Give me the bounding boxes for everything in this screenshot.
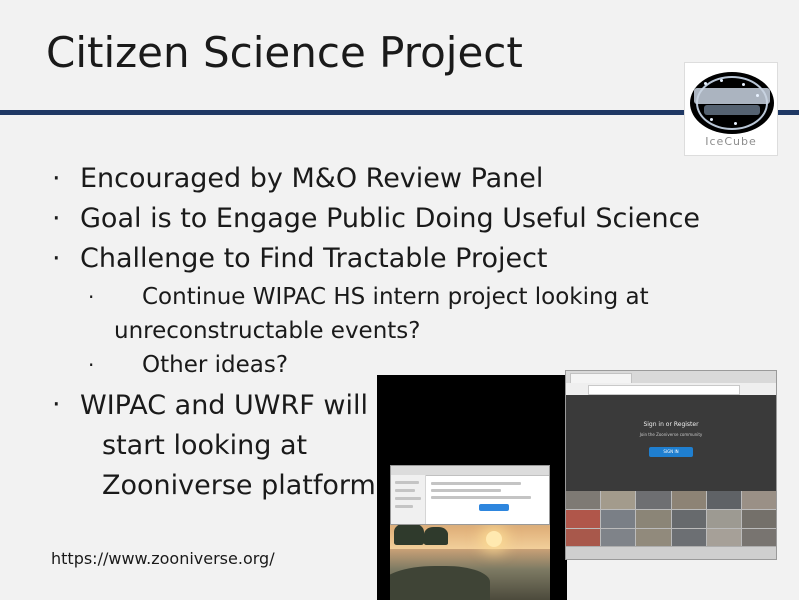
grid-cell — [636, 529, 670, 547]
sunset-sun-icon — [486, 531, 502, 547]
sub-list-item-label: Continue WIPAC HS intern project looking at unreconstructable events? — [114, 284, 649, 344]
zooniverse-url[interactable]: https://www.zooniverse.org/ — [51, 549, 275, 568]
list-item — [46, 200, 746, 238]
bullet-dot-icon: · — [52, 203, 61, 234]
bullet-dot-icon: · — [88, 353, 95, 377]
logo-dot-icon — [720, 79, 723, 82]
chat-action-button — [479, 504, 509, 511]
list-item-label-cont2: Zooniverse platform — [102, 470, 376, 501]
logo-band-secondary-icon — [704, 105, 760, 115]
sunset-bank — [390, 566, 490, 600]
grid-cell — [601, 510, 635, 528]
chat-sidebar-line — [395, 497, 421, 500]
chat-content-line — [431, 496, 531, 499]
logo-graphic — [690, 72, 774, 134]
bullet-dot-icon: · — [52, 243, 61, 274]
browser-thumbnail-grid — [566, 491, 776, 547]
hero-heading: Sign in or Register — [643, 421, 699, 428]
chat-sidebar-line — [395, 489, 415, 492]
list-item-label: Encouraged by M&O Review Panel — [80, 163, 544, 194]
logo-dot-icon — [742, 83, 745, 86]
page-title: Citizen Science Project — [46, 28, 523, 77]
chat-content-line — [431, 489, 501, 492]
grid-cell — [636, 491, 670, 509]
hero-subheading: Join the Zooniverse community — [639, 432, 703, 437]
browser-url-field — [588, 385, 740, 395]
list-item-label: Goal is to Engage Public Doing Useful Science — [80, 203, 701, 234]
chat-sidebar-line — [395, 505, 413, 508]
chat-content-line — [431, 482, 521, 485]
logo-dot-icon — [756, 94, 759, 97]
grid-cell — [566, 510, 600, 528]
hero-signin-button: SIGN IN — [649, 447, 693, 457]
browser-taskbar — [566, 546, 776, 559]
grid-cell — [742, 491, 776, 509]
grid-cell — [707, 529, 741, 547]
bullet-dot-icon: · — [52, 163, 61, 194]
screenshot-chat-window — [390, 465, 550, 525]
sub-list-item — [46, 280, 746, 348]
icecube-logo — [684, 62, 778, 156]
list-item-label: Challenge to Find Tractable Project — [80, 243, 548, 274]
grid-cell — [742, 529, 776, 547]
browser-hero — [566, 395, 776, 491]
grid-cell — [672, 510, 706, 528]
grid-cell — [742, 510, 776, 528]
grid-cell — [672, 529, 706, 547]
grid-cell — [566, 491, 600, 509]
grid-cell — [672, 491, 706, 509]
chat-sidebar-line — [395, 481, 419, 484]
list-item-label-cont: start looking at — [102, 430, 308, 461]
sub-list-item-label: Other ideas? — [142, 352, 289, 378]
logo-dot-icon — [710, 118, 713, 121]
logo-dot-icon — [734, 122, 737, 125]
logo-dot-icon — [704, 82, 707, 85]
chat-sidebar — [391, 475, 426, 524]
bullet-dot-icon: · — [52, 389, 61, 420]
grid-cell — [601, 529, 635, 547]
grid-cell — [601, 491, 635, 509]
sunset-tree — [394, 523, 424, 545]
list-item — [46, 160, 746, 198]
logo-caption: IceCube — [705, 135, 757, 148]
bullet-dot-icon: · — [88, 285, 95, 309]
sunset-tree — [424, 527, 448, 545]
grid-cell — [636, 510, 670, 528]
list-item — [46, 240, 746, 278]
grid-cell — [707, 491, 741, 509]
grid-cell — [707, 510, 741, 528]
grid-cell — [566, 529, 600, 547]
list-item-label: WIPAC and UWRF will — [80, 390, 368, 421]
screenshot-zooniverse-browser — [565, 370, 777, 560]
title-divider-gap — [0, 115, 799, 117]
